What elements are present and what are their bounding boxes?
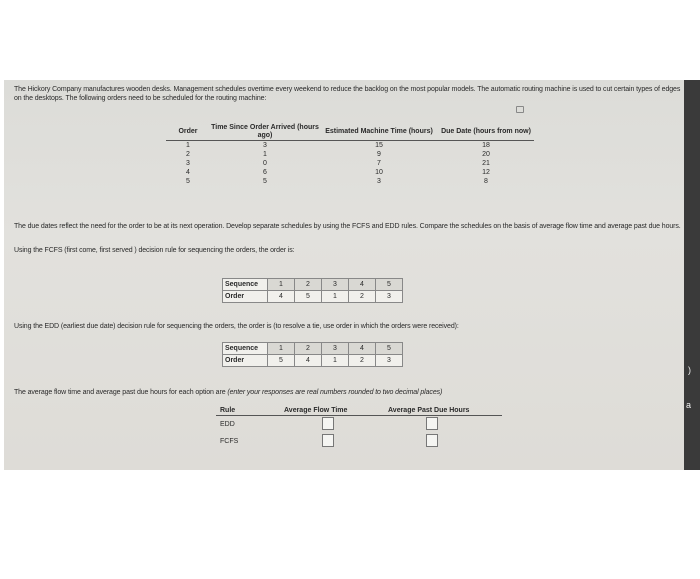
edge-mark: a: [686, 400, 692, 410]
table-row: 2 1 9 20: [186, 151, 490, 158]
fcfs-avg-past-due-input[interactable]: [426, 434, 438, 447]
edd-order-select[interactable]: 5: [268, 355, 295, 367]
results-table: [216, 406, 502, 450]
rule-edd: EDD: [220, 421, 235, 428]
intro-text: The Hickory Company manufactures wooden desks. Management schedules overtime every weekend to reduce the backlog on the most popular models. The automatic routing machine is used to cut certain types of edges on the desktops. The following orders need to be scheduled for the routing machine:: [14, 86, 681, 102]
order-label: Order: [223, 291, 268, 303]
rule-header: Rule: [216, 406, 280, 416]
edd-sequence-table: Sequence 1 2 3 4 5 Order 5 4 1 2 3: [222, 342, 403, 367]
average-prompt-instruction: (enter your responses are real numbers rounded to two decimal places): [227, 389, 443, 396]
col-order-header: Order: [166, 124, 210, 141]
fcfs-avg-flow-time-input[interactable]: [322, 434, 334, 447]
col-machine-time-header: Estimated Machine Time (hours): [320, 124, 438, 141]
fcfs-order-select[interactable]: 5: [295, 291, 322, 303]
edd-order-select[interactable]: 1: [322, 355, 349, 367]
table-row: 4 6 10 12: [186, 169, 490, 176]
edd-prompt: Using the EDD (earliest due date) decision rule for sequencing the orders, the order is (to resolve a tie, use order in which the orders were received):: [14, 323, 459, 330]
average-prompt-main: The average flow time and average past due hours for each option are: [14, 389, 226, 396]
sequence-label: Sequence: [223, 279, 268, 291]
cursor-icon: [516, 106, 524, 113]
rule-fcfs: FCFS: [220, 438, 239, 445]
edd-order-select[interactable]: 4: [295, 355, 322, 367]
sequence-label: Sequence: [223, 343, 268, 355]
table-row: [216, 416, 502, 434]
col-time-since-header: Time Since Order Arrived (hours ago): [211, 124, 319, 139]
edge-mark: ): [688, 365, 691, 375]
right-edge-strip: [684, 80, 700, 470]
fcfs-prompt: Using the FCFS (first come, first served ) decision rule for sequencing the orders, the order is:: [14, 247, 295, 254]
edd-order-select[interactable]: 3: [376, 355, 403, 367]
avg-past-due-header: Average Past Due Hours: [384, 406, 502, 416]
fcfs-sequence-table: Sequence 1 2 3 4 5 Order 4 5 1 2 3: [222, 278, 403, 303]
orders-table: [166, 124, 534, 186]
table-row: 1 3 15 18: [186, 142, 490, 149]
average-prompt: [14, 388, 442, 397]
fcfs-order-select[interactable]: 3: [376, 291, 403, 303]
fcfs-order-select[interactable]: 2: [349, 291, 376, 303]
due-date-note: The due dates reflect the need for the order to be at its next operation. Develop separate schedules by using the FCFS and EDD rules. Compare the schedules on the basis of average flow time and average past due hours.: [14, 223, 681, 230]
edd-avg-past-due-input[interactable]: [426, 417, 438, 430]
table-row: 5 5 3 8: [186, 178, 488, 185]
table-row: 3 0 7 21: [186, 160, 490, 167]
edd-avg-flow-time-input[interactable]: [322, 417, 334, 430]
fcfs-order-select[interactable]: 1: [322, 291, 349, 303]
avg-flow-time-header: Average Flow Time: [280, 406, 384, 416]
order-label: Order: [223, 355, 268, 367]
edd-order-select[interactable]: 2: [349, 355, 376, 367]
col-due-date-header: Due Date (hours from now): [438, 124, 534, 141]
table-row: [216, 433, 502, 450]
fcfs-order-select[interactable]: 4: [268, 291, 295, 303]
